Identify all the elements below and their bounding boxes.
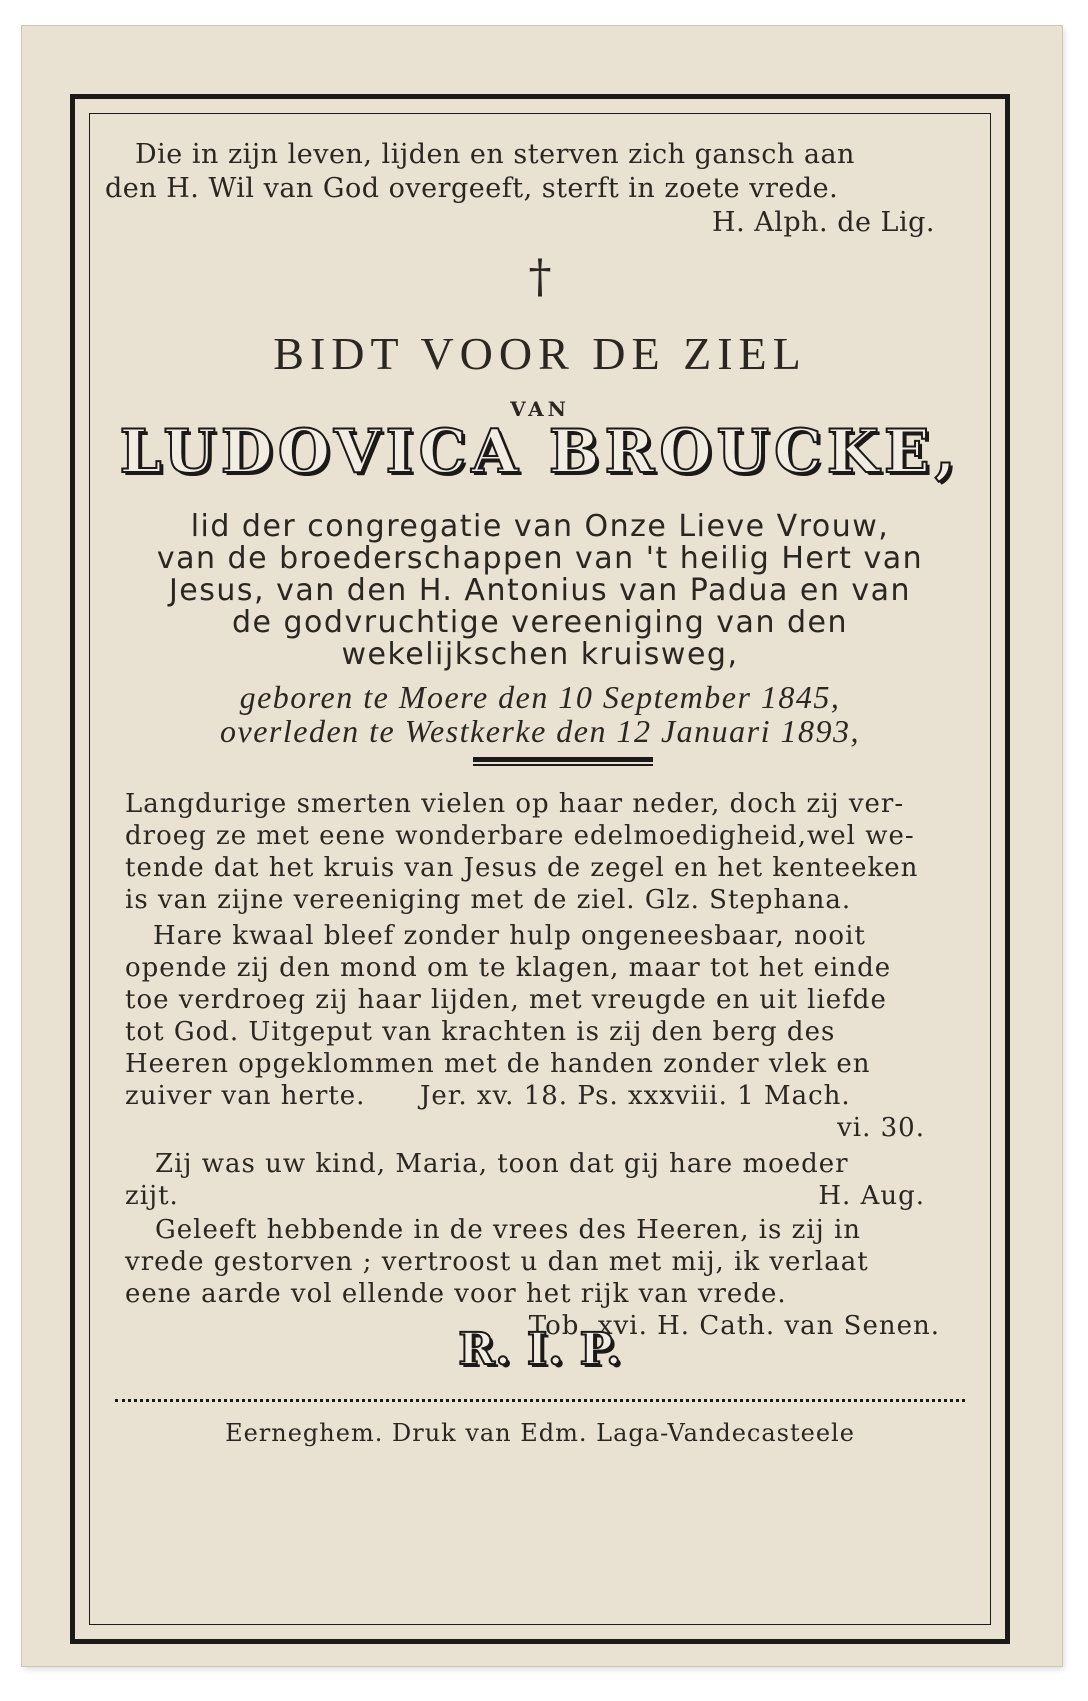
reference-line: Jer. xv. 18. Ps. xxxviii. 1 Mach. bbox=[420, 1081, 851, 1111]
card-content bbox=[75, 99, 1005, 1639]
cross-icon: † bbox=[528, 249, 552, 303]
body-line: eene aarde vol ellende voor het rijk van vrede. bbox=[125, 1279, 787, 1309]
body-line: Langdurige smerten vielen op haar neder, doch zij ver- bbox=[125, 789, 905, 819]
body-line: droeg ze met eene wonderbare edelmoedigheid,wel we- bbox=[125, 821, 915, 851]
body-line: is van zijne vereeniging met de ziel. Glz. Stephana. bbox=[125, 885, 852, 915]
reference-line: vi. 30. bbox=[837, 1113, 925, 1143]
page-title: BIDT VOOR DE ZIEL bbox=[273, 328, 807, 379]
membership-line: lid der congregatie van Onze Lieve Vrouw, bbox=[190, 509, 890, 544]
printer-line: Eerneghem. Druk van Edm. Laga-Vandecasteele bbox=[225, 1419, 855, 1447]
rip-text: R. I. P. bbox=[458, 1324, 622, 1375]
quote-line-1: Die in zijn leven, lijden en sterven zich gansch aan bbox=[135, 139, 855, 170]
dotted-divider bbox=[115, 1399, 965, 1402]
body-line: Heeren opgeklommen met de handen zonder vlek en bbox=[125, 1049, 871, 1079]
body-line: opende zij den mond om te klagen, maar tot het einde bbox=[125, 953, 892, 983]
membership-line: Jesus, van den H. Antonius van Padua en van bbox=[168, 573, 912, 608]
quote-line-2: den H. Wil van God overgeeft, sterft in zoete vrede. bbox=[105, 173, 839, 204]
death-line: overleden te Westkerke den 12 Januari 1893, bbox=[219, 713, 861, 749]
divider-thin bbox=[473, 764, 653, 766]
deceased-name: LUDOVICA BROUCKE, bbox=[119, 417, 961, 487]
divider-thick bbox=[473, 757, 653, 762]
body-line: tot God. Uitgeput van krachten is zij den berg des bbox=[125, 1017, 836, 1047]
membership-line: wekelijkschen kruisweg, bbox=[341, 637, 739, 672]
body-line: Geleeft hebbende in de vrees des Heeren, is zij in bbox=[155, 1215, 862, 1245]
membership-line: van de broederschappen van 't heilig Hert van bbox=[156, 541, 924, 576]
quote-author: H. Alph. de Lig. bbox=[712, 207, 935, 238]
body-line: tende dat het kruis van Jesus de zegel en het kenteeken bbox=[125, 853, 919, 883]
memorial-card bbox=[22, 26, 1062, 1666]
outer-border bbox=[70, 94, 1010, 1644]
reference-line: Tob. xvi. H. Cath. van Senen. bbox=[528, 1311, 940, 1341]
van-label: VAN bbox=[510, 397, 570, 421]
body-line: vrede gestorven ; vertroost u dan met mij, ik verlaat bbox=[125, 1247, 869, 1277]
reference-line: H. Aug. bbox=[818, 1181, 925, 1211]
body-line: Zij was uw kind, Maria, toon dat gij hare moeder bbox=[155, 1149, 849, 1179]
body-line: toe verdroeg zij haar lijden, met vreugde en uit liefde bbox=[125, 985, 887, 1015]
body-line: Hare kwaal bleef zonder hulp ongeneesbaar, nooit bbox=[153, 921, 866, 951]
body-line: zijt. bbox=[125, 1181, 179, 1211]
birth-line: geboren te Moere den 10 September 1845, bbox=[239, 679, 841, 715]
body-line: zuiver van herte. bbox=[125, 1081, 366, 1111]
membership-line: de godvruchtige vereeniging van den bbox=[231, 605, 849, 640]
